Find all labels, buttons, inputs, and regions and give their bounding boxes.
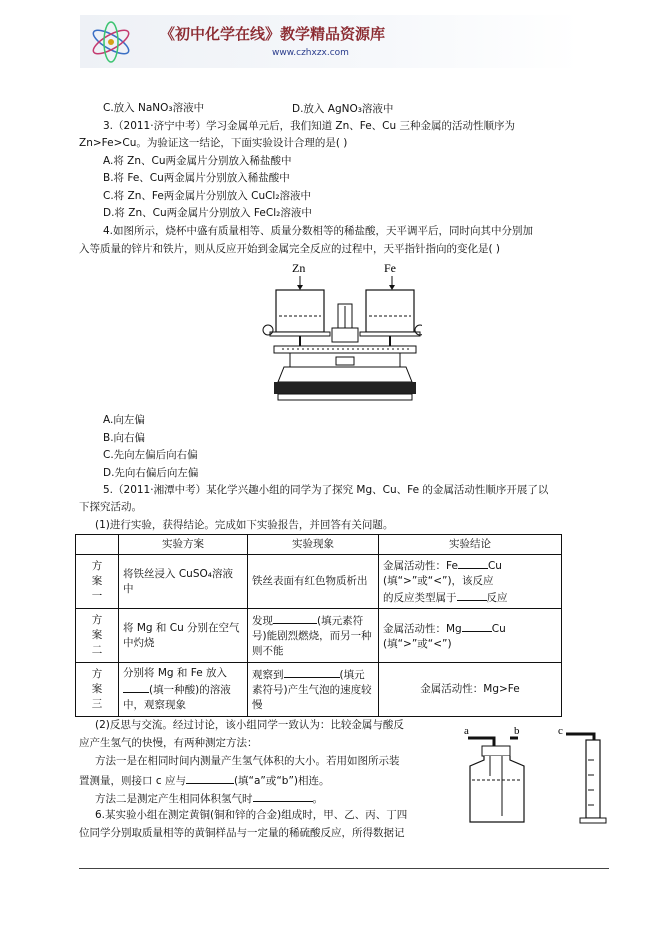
- q3-option-c: C.将 Zn、Fe两金属片分别放入 CuCl₂溶液中: [103, 190, 312, 202]
- answer-blank[interactable]: [457, 589, 487, 601]
- port-c-label: c: [558, 725, 563, 737]
- header-conclusion: 实验结论: [379, 535, 562, 555]
- zn-label: Zn: [292, 261, 306, 275]
- q3-option-b: B.将 Fe、Cu两金属片分别放入稀盐酸中: [103, 172, 290, 184]
- fe-label: Fe: [384, 261, 396, 275]
- answer-blank[interactable]: [284, 666, 340, 678]
- q3-stem-1: 3.（2011·济宁中考）学习金属单元后，我们知道 Zn、Fe、Cu 三种金属的活动性顺序为: [103, 120, 516, 132]
- q5-method2: 方法二是测定产生相同体积氢气时 。: [95, 790, 323, 806]
- q5-part1: (1)进行实验，获得结论。完成如下实验报告，并回答有关问题。: [95, 519, 394, 531]
- table-header-row: [76, 535, 562, 555]
- q3-option-d: D.将 Zn、Cu两金属片分别放入 FeCl₂溶液中: [103, 207, 312, 219]
- plan-method: 将 Mg 和 Cu 分别在空气中灼烧: [119, 609, 248, 663]
- header-plan: 实验方案: [119, 535, 248, 555]
- answer-blank[interactable]: [186, 772, 234, 784]
- q6-stem-2: 位同学分别取质量相等的黄铜样品与一定量的稀硫酸反应，所得数据记: [79, 827, 405, 839]
- q4-option-b: B.向右偏: [103, 432, 146, 444]
- answer-blank[interactable]: [273, 612, 317, 624]
- plan-conclusion: 金属活动性：Mg>Fe: [379, 663, 562, 717]
- plan-label: 方案三: [76, 663, 119, 717]
- header-title: 《初中化学在线》教学精品资源库: [160, 25, 386, 43]
- q4-option-a: A.向左偏: [103, 414, 145, 426]
- header-phenomenon: 实验现象: [248, 535, 379, 555]
- answer-blank[interactable]: [123, 681, 149, 693]
- answer-blank[interactable]: [458, 557, 488, 569]
- q4-stem-1: 4.如图所示，烧杯中盛有质量相等、质量分数相等的稀盐酸，天平调平后，同时向其中分别加: [103, 225, 534, 237]
- table-row: [76, 555, 562, 609]
- q5-part2-2: 应产生氢气的快慢，有两种测定方法：: [79, 737, 258, 749]
- balance-figure: [262, 258, 422, 410]
- atom-logo-icon: [86, 20, 136, 64]
- q5-method1-2: 置测量，则接口 c 应与 (填“a”或“b”)相连。: [79, 772, 330, 788]
- plan-phenomenon: 观察到 (填元素符号)产生气泡的速度较慢: [248, 663, 379, 717]
- answer-blank[interactable]: [253, 790, 313, 802]
- table-row: [76, 609, 562, 663]
- q3-option-a: A.将 Zn、Cu两金属片分别放入稀盐酸中: [103, 155, 292, 167]
- q5-part2-1: (2)反思与交流。经过讨论，该小组同学一致认为：比较金属与酸反: [95, 719, 404, 731]
- plan-conclusion: 金属活动性：Mg Cu (填“>”或“<”): [379, 609, 562, 663]
- plan-phenomenon: 发现 (填元素符号)能剧烈燃烧，而另一种则不能: [248, 609, 379, 663]
- header-url: www.czhxzx.com: [272, 48, 349, 58]
- q4-option-d: D.先向右偏后向左偏: [103, 467, 199, 479]
- plan-phenomenon: 铁丝表面有红色物质析出: [248, 555, 379, 609]
- port-a-label: a: [464, 725, 469, 737]
- plan-method: 分别将 Mg 和 Fe 放入(填一种酸)的溶液中，观察现象: [119, 663, 248, 717]
- q4-stem-2: 入等质量的锌片和铁片，则从反应开始到金属完全反应的过程中，天平指针指向的变化是( ): [79, 243, 501, 255]
- q5-method1-1: 方法一是在相同时间内测量产生氢气体积的大小。若用如图所示装: [95, 755, 400, 767]
- gas-collection-figure: [454, 720, 624, 826]
- q4-option-c: C.先向左偏后向右偏: [103, 449, 198, 461]
- experiment-report-table: [75, 534, 562, 717]
- q5-stem-1: 5.（2011·湘潭中考）某化学兴趣小组的同学为了探究 Mg、Cu、Fe 的金属活动性顺序开展了以: [103, 484, 549, 496]
- table-row: [76, 663, 562, 717]
- q5-stem-2: 下探究活动。: [79, 501, 142, 513]
- q3-stem-2: Zn>Fe>Cu。为验证这一结论，下面实验设计合理的是( ): [79, 137, 348, 149]
- q2-option-d: D.放入 AgNO₃溶液中: [292, 103, 394, 115]
- footer-divider: [79, 868, 609, 869]
- plan-label: 方案一: [76, 555, 119, 609]
- plan-method: 将铁丝浸入 CuSO₄溶液中: [119, 555, 248, 609]
- q2-option-c: C.放入 NaNO₃溶液中: [103, 102, 205, 114]
- answer-blank[interactable]: [462, 620, 492, 632]
- port-b-label: b: [514, 725, 520, 737]
- plan-label: 方案二: [76, 609, 119, 663]
- plan-conclusion: 金属活动性：Fe Cu (填“>”或“<”)，该反应 的反应类型属于 反应: [379, 555, 562, 609]
- q6-stem-1: 6.某实验小组在测定黄铜(铜和锌的合金)组成时，甲、乙、丙、丁四: [95, 809, 408, 821]
